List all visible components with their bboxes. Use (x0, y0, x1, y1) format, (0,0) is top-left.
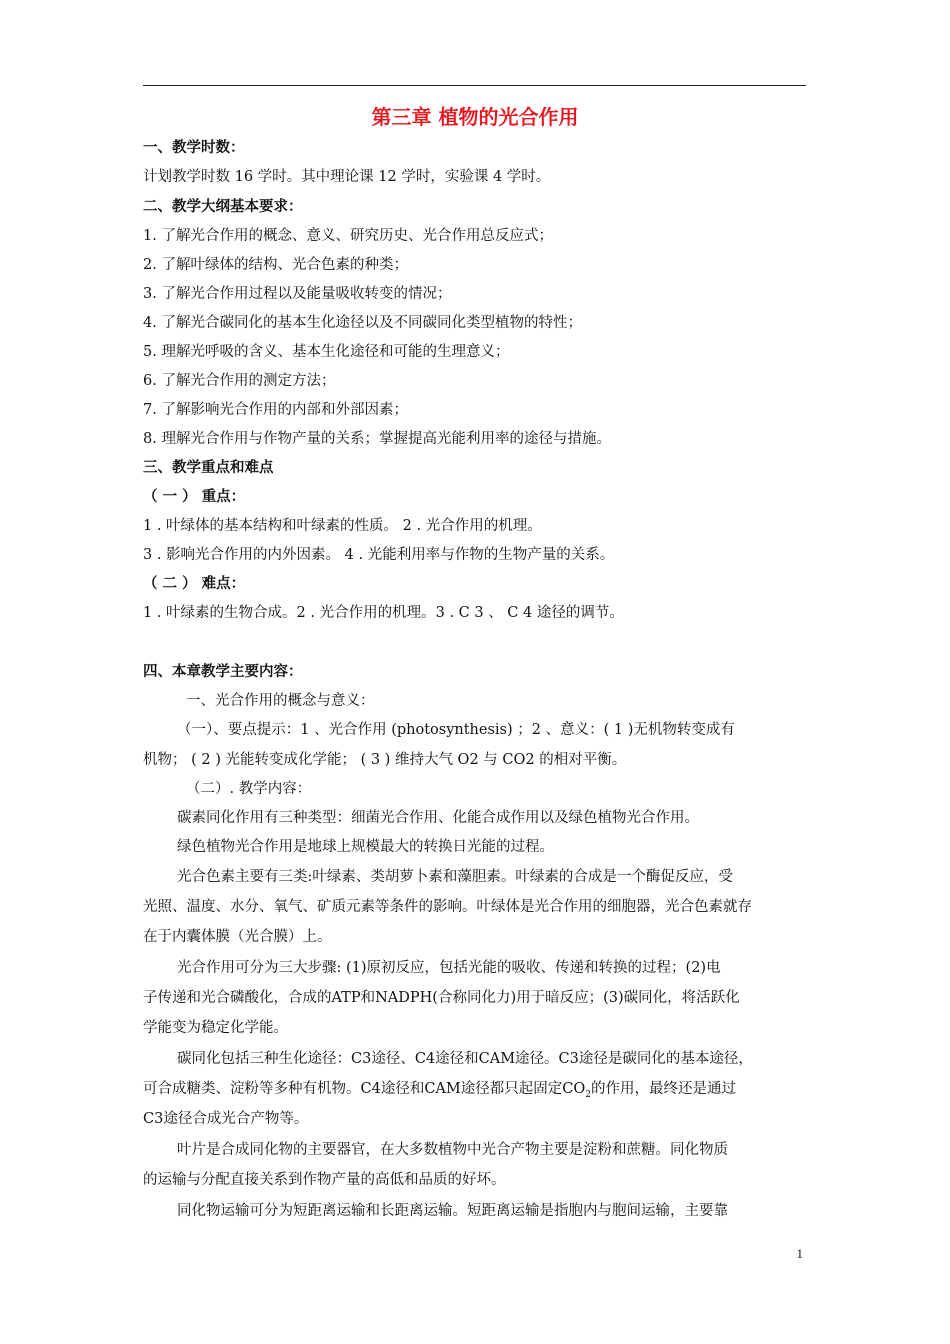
paragraph-line: 的运输与分配直接关系到作物产量的高低和品质的好坏。 (143, 1172, 506, 1188)
text-span: 的作用，最终还是通过 (590, 1081, 736, 1097)
difficulties-line: 1 . 叶绿素的生物合成。2 . 光合作用的机理。3 . C 3 、 C 4 途径的调节。 (143, 605, 624, 621)
paragraph-line: 学能变为稳定化学能。 (143, 1020, 288, 1036)
subsection-heading: 一、光合作用的概念与意义： (186, 693, 375, 709)
key-points-heading: （ 一 ） 重点： (143, 489, 246, 505)
paragraph-line: 光合色素主要有三类:叶绿素、类胡萝卜素和藻胆素。叶绿素的合成是一个酶促反应，受 (177, 869, 733, 885)
paragraph-line: 碳素同化作用有三种类型：细菌光合作用、化能合成作用以及绿色植物光合作用。 (177, 810, 699, 826)
requirement-item: 2. 了解叶绿体的结构、光合色素的种类； (143, 257, 408, 273)
requirement-item: 4. 了解光合碳同化的基本生化途径以及不同碳同化类型植物的特性； (143, 315, 582, 331)
section-3-heading: 三、教学重点和难点 (143, 460, 274, 476)
paragraph-line: 光照、温度、水分、氧气、矿质元素等条件的影响。叶绿体是光合作用的细胞器，光合色素就存 (143, 899, 752, 915)
page-number: 1 (796, 1246, 803, 1261)
paragraph-line: 叶片是合成同化物的主要器官，在大多数植物中光合产物主要是淀粉和蔗糖。同化物质 (177, 1142, 728, 1158)
key-points-line: 3 . 影响光合作用的内外因素。 4 . 光能利用率与作物的生物产量的关系。 (143, 547, 615, 563)
requirement-item: 5. 理解光呼吸的含义、基本生化途径和可能的生理意义； (143, 344, 510, 360)
requirement-item: 6. 了解光合作用的测定方法； (143, 373, 336, 389)
header-rule (143, 85, 806, 86)
section-1-text: 计划教学时数 16 学时。其中理论课 12 学时，实验课 4 学时。 (143, 169, 551, 185)
subscript: 2 (585, 1089, 591, 1100)
requirement-item: 3. 了解光合作用过程以及能量吸收转变的情况； (143, 286, 452, 302)
chapter-title: 第三章 植物的光合作用 (371, 105, 579, 129)
requirement-item: 8. 理解光合作用与作物产量的关系；掌握提高光能利用率的途径与措施。 (143, 431, 611, 447)
section-4-heading: 四、本章教学主要内容： (143, 664, 303, 680)
paragraph-line (143, 1079, 823, 1105)
requirement-item: 1. 了解光合作用的概念、意义、研究历史、光合作用总反应式； (143, 228, 553, 244)
paragraph-line: 碳同化包括三种生化途径：C3途径、C4途径和CAM途径。C3途径是碳同化的基本途径， (177, 1051, 753, 1067)
paragraph-line: C3途径合成光合产物等。 (143, 1111, 309, 1127)
requirement-item: 7. 了解影响光合作用的内部和外部因素； (143, 402, 408, 418)
paragraph-line: （二）. 教学内容： (186, 781, 312, 797)
paragraph-line: 机物； ( 2 ) 光能转变成化学能； ( 3 ) 维持大气 O2 与 CO2 的相对平衡。 (143, 752, 627, 768)
paragraph-line: （一）、要点提示：1 、光合作用 (photosynthesis) ；2 、意义：( 1 )无机物转变成有 (177, 722, 735, 738)
text-span: 可合成糖类、淀粉等多种有机物。C4途径和CAM途径都只起固定CO (143, 1081, 586, 1097)
key-points-line: 1 . 叶绿体的基本结构和叶绿素的性质。 2 . 光合作用的机理。 (143, 518, 542, 534)
difficulties-heading: （ 二 ） 难点： (143, 576, 246, 592)
section-2-heading: 二、教学大纲基本要求： (143, 199, 303, 215)
paragraph-line: 同化物运输可分为短距离运输和长距离运输。短距离运输是指胞内与胞间运输，主要靠 (177, 1203, 728, 1219)
paragraph-line: 子传递和光合磷酸化，合成的ATP和NADPH(合称同化力)用于暗反应；(3)碳同化，将活跃化 (143, 990, 740, 1006)
paragraph-line: 光合作用可分为三大步骤: (1)原初反应，包括光能的吸收、传递和转换的过程；(2)电 (177, 960, 721, 976)
paragraph-line: 绿色植物光合作用是地球上规模最大的转换日光能的过程。 (177, 839, 554, 855)
paragraph-line: 在于内囊体膜（光合膜）上。 (143, 929, 332, 945)
section-1-heading: 一、教学时数： (143, 140, 245, 156)
